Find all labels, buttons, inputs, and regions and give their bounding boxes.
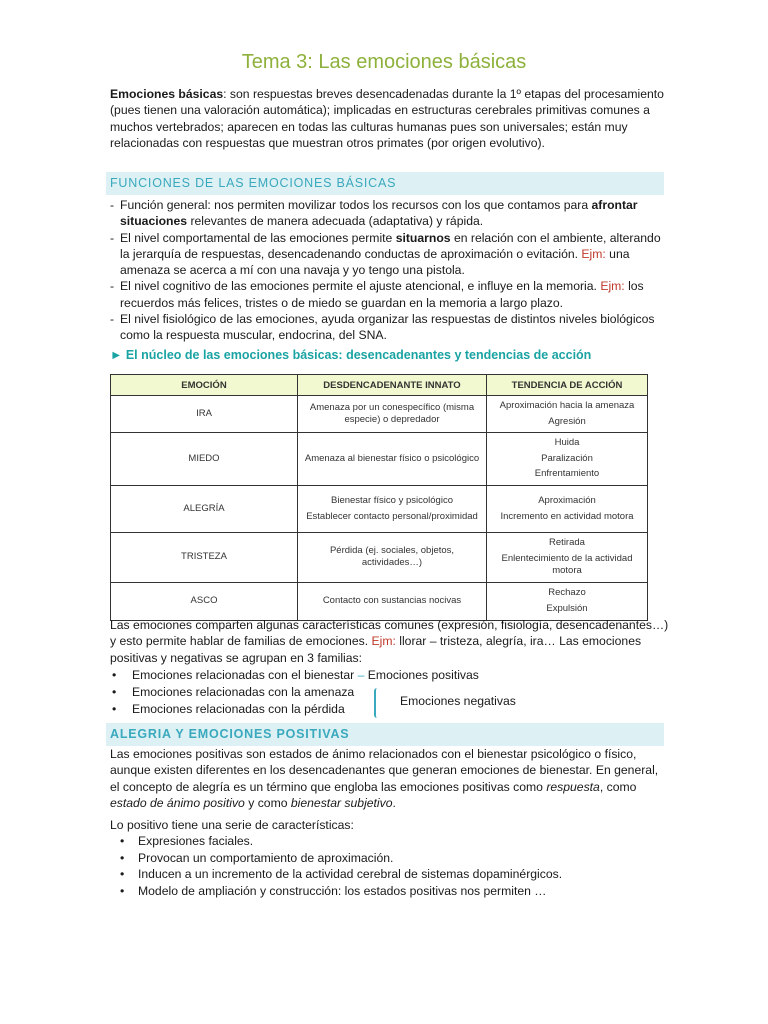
characteristics-list <box>118 833 562 899</box>
cell-emotion: ASCO <box>111 582 298 620</box>
cell-action <box>487 533 648 583</box>
cell-trigger <box>298 433 487 486</box>
list-item: • Inducen a un incremento de la actividad cerebral de sistemas dopaminérgicos. <box>118 866 562 883</box>
trigger-text: Bienestar físico y psicológico <box>331 495 453 506</box>
list-item: • Expresiones faciales. <box>118 833 562 850</box>
item-text: Emociones relacionadas con la amenaza <box>132 685 355 699</box>
item-text: una amenaza se acerca a mí con una navaja y yo tengo una pistola. <box>120 246 630 278</box>
action-text: Expulsión <box>546 602 588 614</box>
item-bold: situarnos <box>395 230 451 245</box>
list-item: - El nivel fisiológico de las emociones, ayuda organizar las respuestas de distintos niveles biológicos como la respuesta muscular, endocrina, del SNA. <box>110 312 655 343</box>
functions-list <box>110 197 670 344</box>
item-text: en relación con el ambiente, alterando la jerarquía de respuestas, desencadenando conductas de aproximación o evitación. <box>120 230 661 261</box>
action-text: Aproximación <box>538 495 596 506</box>
trigger-text: Establecer contacto personal/proximidad <box>306 510 478 522</box>
para-text: Las emociones positivas son estados de ánimo relacionados con el bienestar psicológico o físico, aunque existen diferentes en los desencadenantes que generan emociones de bienestar. En general, el concepto de alegría es un término que engloba las emociones positivas como <box>110 747 659 794</box>
trigger-text: Contacto con sustancias nocivas <box>322 594 462 606</box>
table-row <box>111 582 648 620</box>
action-text: Paralización <box>541 452 593 464</box>
list-item: • Provocan un comportamiento de aproximación. <box>118 850 562 867</box>
subheading-nucleo: ► El núcleo de las emociones básicas: desencadenantes y tendencias de acción <box>110 348 592 362</box>
para-italic: estado de ánimo positivo <box>110 795 245 810</box>
intro-paragraph <box>110 86 670 151</box>
cell-trigger <box>298 582 487 620</box>
intro-text: : son respuestas breves desencadenadas durante la 1º etapas del procesamiento (pues tienen una valoración automática); implicadas en estructuras cerebrales primitivas comunes a muchos vertebrados; aparecen en todas las culturas humanas pues son universales; están muy relacionadas con respuestas que muestran otros primates (por origen evolutivo). <box>110 87 664 150</box>
cell-action <box>487 396 648 433</box>
list-item: - El nivel cognitivo de las emociones permite el ajuste atencional, e influye en la memoria. Ejm: los recuerdos más felices, tristes o de miedo se guardan en la memoria a largo plazo. <box>110 279 644 310</box>
item-text: El nivel comportamental de las emociones permite <box>120 230 396 245</box>
table-row <box>111 533 648 583</box>
para-text: , como <box>599 779 637 794</box>
example-label: Ejm: <box>371 634 396 649</box>
families-text: llorar – tristeza, alegría, ira… Las emociones positivas y negativas se agrupan en 3 familias: <box>110 634 642 665</box>
families-list <box>110 667 479 718</box>
cell-trigger <box>298 396 487 433</box>
item-text: Emociones relacionadas con el bienestar <box>132 668 355 682</box>
header-emocion: EMOCIÓN <box>111 375 298 396</box>
cell-action <box>487 582 648 620</box>
section-heading-funciones: FUNCIONES DE LAS EMOCIONES BÁSICAS <box>106 172 664 195</box>
negative-label: Emociones negativas <box>400 694 516 708</box>
example-label: Ejm: <box>600 279 625 294</box>
item-text: El nivel fisiológico de las emociones, ayuda organizar las respuestas de distintos niveles biológicos como la respuesta muscular, endocrina, del SNA. <box>120 312 655 343</box>
cell-emotion: IRA <box>111 396 298 433</box>
example-label: Ejm: <box>581 246 606 261</box>
list-item: - El nivel comportamental de las emociones permite situarnos en relación con el ambiente, alterando la jerarquía de respuestas, desencadenando conductas de aproximación o evitación. Ejm: una amenaza se acerca a mí con una navaja y yo tengo una pistola. <box>110 230 661 278</box>
trigger-text: Amenaza al bienestar físico o psicológico <box>304 452 480 464</box>
cell-action <box>487 486 648 533</box>
cell-trigger <box>298 533 487 583</box>
families-paragraph <box>110 617 670 666</box>
action-text: Aproximación hacia la amenaza <box>499 400 635 411</box>
action-text: Huida <box>554 437 580 449</box>
item-text: relevantes de manera adecuada (adaptativa) y rápida. <box>187 214 484 229</box>
positive-paragraph <box>110 746 670 811</box>
list-item: • Modelo de ampliación y construcción: los estados positivas nos permiten … <box>118 883 562 900</box>
action-text: Retirada <box>549 537 585 548</box>
trigger-text: Pérdida (ej. sociales, objetos, actividades…) <box>329 544 455 569</box>
action-text: Incremento en actividad motora <box>500 510 634 522</box>
intro-term: Emociones básicas <box>110 87 224 101</box>
para-text: y como <box>244 795 291 810</box>
emotions-table <box>110 374 648 621</box>
families-text: Las emociones comparten algunas características comunes (expresión, fisiología, desencadenantes…) y esto permite hablar de familias de emociones. <box>110 618 669 649</box>
dash-separator: – <box>357 668 365 682</box>
brace-icon <box>374 688 382 718</box>
para-italic: respuesta <box>546 779 600 794</box>
list-item: - Función general: nos permiten movilizar todos los recursos con los que contamos para afrontar situaciones relevantes de manera adecuada (adaptativa) y rápida. <box>110 198 638 229</box>
item-text: Emociones relacionadas con la pérdida <box>132 702 345 716</box>
action-text: Enlentecimiento de la actividad motora <box>501 552 633 576</box>
para-italic: bienestar subjetivo <box>290 795 393 810</box>
para-text: . <box>392 795 396 810</box>
action-text: Rechazo <box>548 587 586 598</box>
item-bold: afrontar situaciones <box>120 198 638 229</box>
item-text: El nivel cognitivo de las emociones permite el ajuste atencional, e influye en la memoria. <box>120 279 601 294</box>
positive-label: Emociones positivas <box>367 668 479 682</box>
item-text: Función general: nos permiten movilizar todos los recursos con los que contamos para <box>120 198 592 212</box>
cell-emotion: ALEGRÍA <box>111 486 298 533</box>
cell-emotion: MIEDO <box>111 433 298 486</box>
list-item <box>110 667 479 684</box>
cell-action <box>487 433 648 486</box>
table-row <box>111 486 648 533</box>
table-row <box>111 396 648 433</box>
page-title: Tema 3: Las emociones básicas <box>241 51 527 73</box>
section-heading-alegria: ALEGRIA Y EMOCIONES POSITIVAS <box>106 723 664 746</box>
cell-emotion: TRISTEZA <box>111 533 298 583</box>
item-text: los recuerdos más felices, tristes o de miedo se guardan en la memoria a largo plazo. <box>120 279 644 310</box>
table-row <box>111 433 648 486</box>
action-text: Agresión <box>548 415 586 427</box>
characteristics-intro: Lo positivo tiene una serie de características: <box>110 818 354 832</box>
trigger-text: Amenaza por un conespecífico (misma especie) o depredador <box>309 401 475 425</box>
action-text: Enfrentamiento <box>534 468 600 480</box>
header-tendencia: TENDENCIA DE ACCIÓN <box>487 375 648 396</box>
cell-trigger <box>298 486 487 533</box>
header-desencadenante: DESDENCADENANTE INNATO <box>298 375 487 396</box>
table-header-row <box>111 375 648 396</box>
